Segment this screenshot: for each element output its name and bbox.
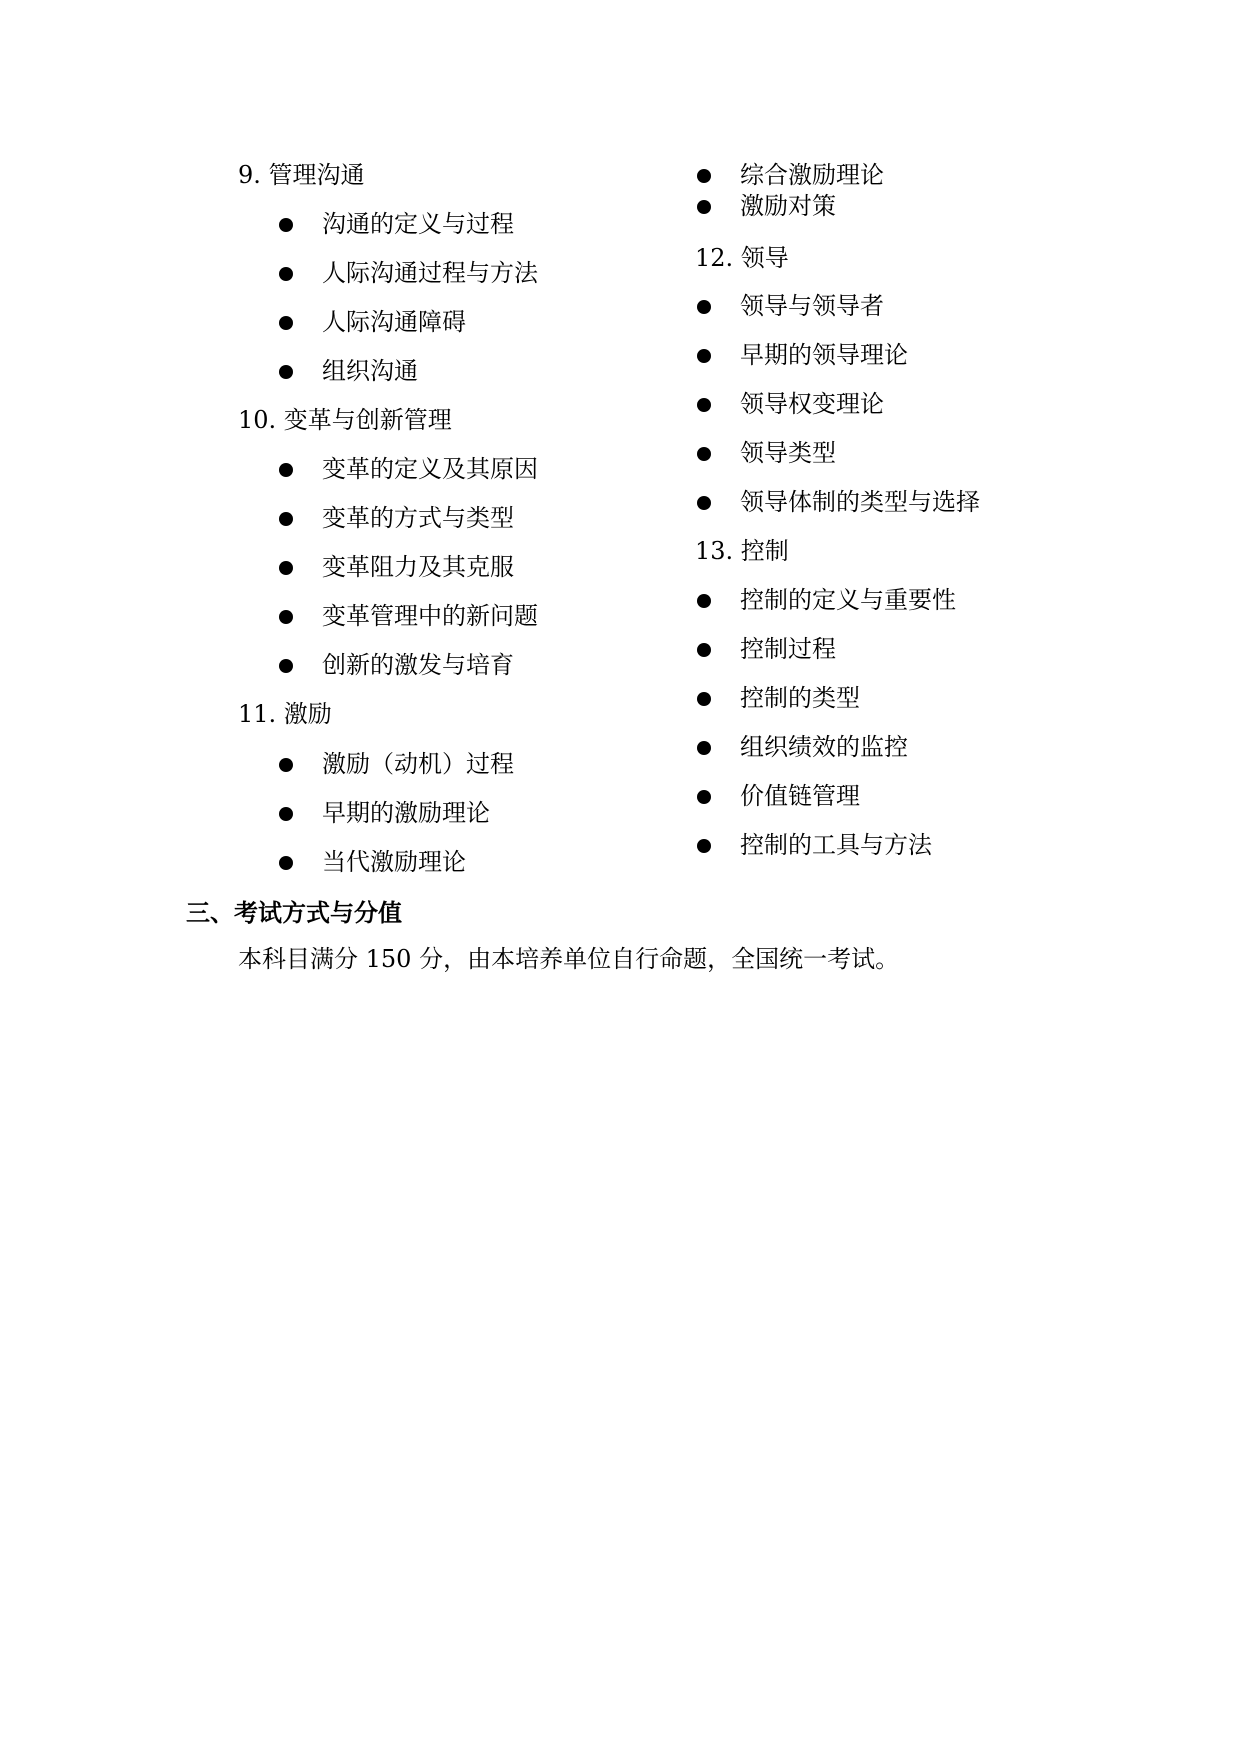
bullet-icon <box>279 758 293 772</box>
bullet-icon <box>697 790 711 804</box>
list-item: 人际沟通障碍 <box>322 308 466 336</box>
section-13-heading: 13. 控制 <box>695 537 789 565</box>
bullet-icon <box>697 398 711 412</box>
bullet-icon <box>279 856 293 870</box>
bullet-icon <box>697 594 711 608</box>
section-10-heading: 10. 变革与创新管理 <box>238 406 452 434</box>
list-item: 激励对策 <box>740 192 836 220</box>
section-12-heading: 12. 领导 <box>695 244 789 272</box>
list-item: 组织沟通 <box>322 357 418 385</box>
list-item: 控制的定义与重要性 <box>740 586 956 614</box>
list-item: 变革管理中的新问题 <box>322 602 538 630</box>
bullet-icon <box>279 316 293 330</box>
bullet-icon <box>697 741 711 755</box>
section-9-heading: 9. 管理沟通 <box>238 161 365 189</box>
list-item: 领导体制的类型与选择 <box>740 488 980 516</box>
list-item: 人际沟通过程与方法 <box>322 259 538 287</box>
section-3-body: 本科目满分 150 分，由本培养单位自行命题，全国统一考试。 <box>238 945 900 973</box>
bullet-icon <box>279 807 293 821</box>
list-item: 变革的方式与类型 <box>322 504 514 532</box>
list-item: 控制的工具与方法 <box>740 831 932 859</box>
list-item: 控制过程 <box>740 635 836 663</box>
bullet-icon <box>697 839 711 853</box>
bullet-icon <box>697 169 711 183</box>
bullet-icon <box>697 200 711 214</box>
list-item: 领导类型 <box>740 439 836 467</box>
list-item: 变革阻力及其克服 <box>322 553 514 581</box>
list-item: 价值链管理 <box>740 782 860 810</box>
bullet-icon <box>697 643 711 657</box>
bullet-icon <box>279 659 293 673</box>
list-item: 激励（动机）过程 <box>322 750 514 778</box>
bullet-icon <box>279 365 293 379</box>
list-item: 早期的领导理论 <box>740 341 908 369</box>
list-item: 早期的激励理论 <box>322 799 490 827</box>
list-item: 变革的定义及其原因 <box>322 455 538 483</box>
bullet-icon <box>697 447 711 461</box>
list-item: 创新的激发与培育 <box>322 651 514 679</box>
bullet-icon <box>279 463 293 477</box>
list-item: 沟通的定义与过程 <box>322 210 514 238</box>
bullet-icon <box>279 267 293 281</box>
list-item: 领导与领导者 <box>740 292 884 320</box>
list-item: 综合激励理论 <box>740 161 884 189</box>
bullet-icon <box>697 496 711 510</box>
section-3-title: 三、考试方式与分值 <box>186 899 402 927</box>
list-item: 控制的类型 <box>740 684 860 712</box>
bullet-icon <box>697 300 711 314</box>
list-item: 领导权变理论 <box>740 390 884 418</box>
section-11-heading: 11. 激励 <box>238 700 332 728</box>
bullet-icon <box>279 561 293 575</box>
bullet-icon <box>697 349 711 363</box>
bullet-icon <box>697 692 711 706</box>
bullet-icon <box>279 218 293 232</box>
bullet-icon <box>279 610 293 624</box>
list-item: 组织绩效的监控 <box>740 733 908 761</box>
bullet-icon <box>279 512 293 526</box>
list-item: 当代激励理论 <box>322 848 466 876</box>
